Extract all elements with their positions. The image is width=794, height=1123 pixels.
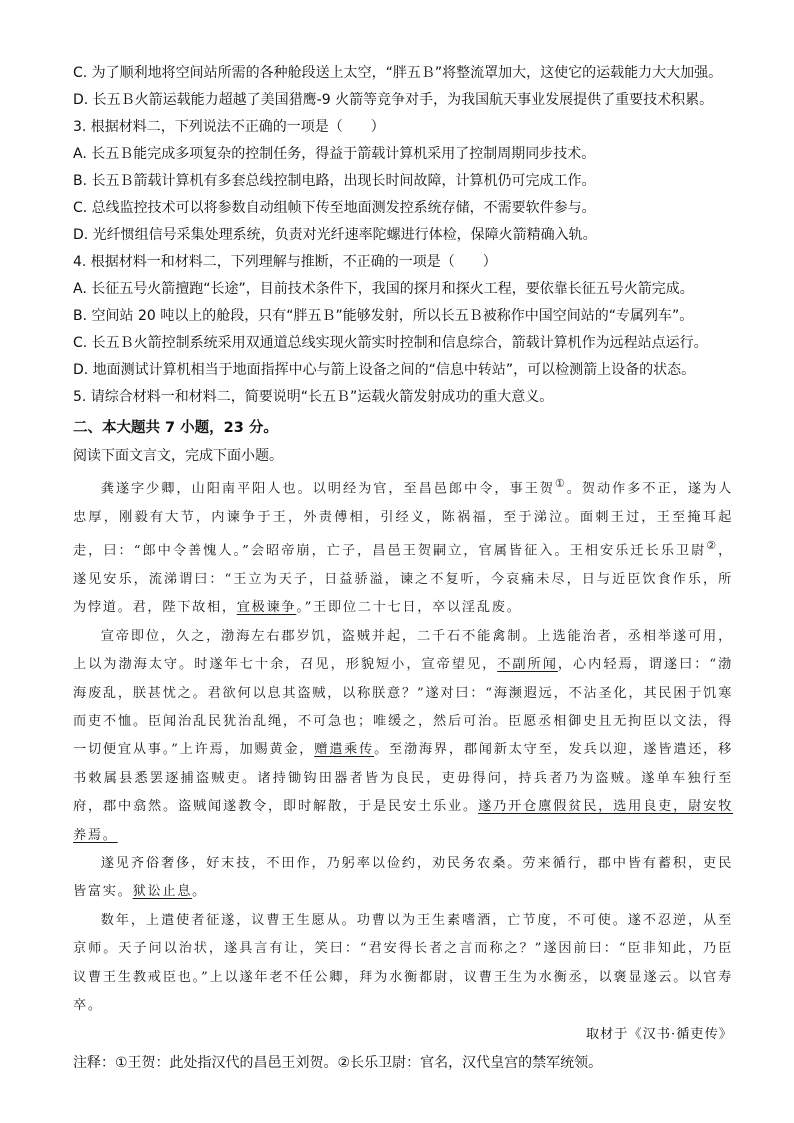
q4-option-b: B. 空间站 20 吨以上的舱段，只有“胖五Ｂ”能够发射，所以长五Ｂ被称作中国空间站的“专属列车”。: [73, 308, 694, 324]
q3-option-b: B. 长五Ｂ箭载计算机有多套总线控制电路，出现长时间故障，计算机仍可完成工作。: [73, 173, 596, 189]
section-heading: 二、本大题共 7 小题，23 分。: [73, 420, 278, 436]
passage-paragraph-2: 宣帝即位，久之，渤海左右郡岁饥，盗贼并起，二千石不能禽制。上选能治者，丞相举遂可用，上以为渤海太守。时遂年七十余，召见，形貌短小，宣帝望见，不副所闻，心内轻焉，谓遂曰：“渤海废乱，朕甚忧之。君欲何以息其盗贼，以称朕意？”遂对曰：“海濒遐远，不沾圣化，其民困于饥寒而吏不恤。臣闻治乱民犹治乱绳，不可急也；唯缓之，然后可治。臣愿丞相御史且无拘臣以文法，得一切便宜从事。”上许焉，加赐黄金，赠遣乘传。至渤海界，郡闻新太守至，发兵以迎，遂皆遣还，移书敕属县悉罢逐捕盗贼吏。诸持锄钩田器者皆为良民，吏毋得问，持兵者乃为盗贼。遂单车独行至府，郡中翕然。盗贼闻遂教令，即时解散，于是民安土乐业。遂乃开仓廪假贫民，选用良吏，尉安牧养焉。: [73, 628, 733, 843]
q3-stem: 3. 根据材料二，下列说法不正确的一项是（ ）: [73, 119, 385, 135]
underlined-phrase: 不副所闻: [497, 657, 558, 673]
q4-stem: 4. 根据材料一和材料二，下列理解与推断，不正确的一项是（ ）: [73, 254, 497, 270]
q4-option-a: A. 长征五号火箭擅跑“长途”，目前技术条件下，我国的探月和探火工程，要依靠长征五号火箭完成。: [73, 281, 694, 297]
passage-paragraph-4: 数年，上遣使者征遂，议曹王生愿从。功曹以为王生素嗜酒，亡节度，不可使。遂不忍逆，从至京师。天子问以治状，遂具言有让，笑曰：“君安得长者之言而称之？”遂因前曰：“臣非知此，乃臣议曹王生教戒臣也。”上以遂年老不任公卿，拜为水衡都尉，议曹王生为水衡丞，以褒显遂云。以官寿卒。: [73, 912, 733, 1014]
footnote-marker-1: ①: [554, 477, 567, 490]
footnote-marker-2: ②: [706, 539, 719, 553]
classical-passage: [73, 470, 733, 1021]
document-page: [73, 60, 733, 1077]
underlined-sentence: 遂乃开仓廪假贫民，选用良吏，尉安牧养焉。: [73, 799, 733, 843]
q2-option-d: D. 长五Ｂ火箭运载能力超越了美国猎鹰-9 火箭等竞争对手，为我国航天事业发展提供了重要技术积累。: [73, 92, 714, 108]
reading-instruction: 阅读下面文言文，完成下面小题。: [73, 448, 283, 464]
footnotes: 注释：①王贺：此处指汉代的昌邑王刘贺。②长乐卫尉：官名，汉代皇宫的禁军统领。: [73, 1054, 603, 1071]
q4-option-c: C. 长五Ｂ火箭控制系统采用双通道总线实现火箭实时控制和信息综合，箭载计算机作为远程站点运行。: [73, 335, 708, 351]
q2-option-c: C. 为了顺利地将空间站所需的各种舱段送上太空，“胖五Ｂ”将整流罩加大，这使它的运载能力大大加强。: [73, 65, 723, 81]
q3-option-a: A. 长五Ｂ能完成多项复杂的控制任务，得益于箭载计算机采用了控制周期同步技术。: [73, 146, 596, 162]
passage-paragraph-3: 遂见齐俗奢侈，好末技，不田作，乃躬率以俭约，劝民务农桑。劳来循行，郡中皆有蓄积，吏民皆富实。狱讼止息。: [73, 856, 733, 900]
passage-source: 取材于《汉书·循吏传》: [585, 1026, 733, 1042]
underlined-phrase: 狱讼止息: [132, 884, 193, 900]
q5-stem: 5. 请综合材料一和材料二，简要说明“长五Ｂ”运载火箭发射成功的重大意义。: [73, 389, 554, 405]
q3-option-c: C. 总线监控技术可以将参数自动组帧下传至地面测发控系统存储，不需要软件参与。: [73, 200, 596, 216]
q4-option-d: D. 地面测试计算机相当于地面指挥中心与箭上设备之间的“信息中转站”，可以检测箭上设备的状态。: [73, 362, 696, 378]
passage-paragraph-1: 龚遂字少卿，山阳南平阳人也。以明经为官，至昌邑郎中令，事王贺①。贺动作多不正，遂为人忠厚，刚毅有大节，内谏争于王，外责傅相，引经义，陈祸福，至于涕泣。面刺王过，王至掩耳起走，曰：“郎中令善愧人。”会昭帝崩，亡子，昌邑王贺嗣立，官属皆征入。王相安乐迁长乐卫尉②，遂见安乐，流涕谓曰：“王立为天子，日益骄溢，谏之不复听，今哀痛未尽，日与近臣饮食作乐，所为悖道。君，陛下故相，宜极谏争。”王即位二十七日，卒以淫乱废。: [73, 477, 734, 616]
underlined-phrase: 赠遣乘传: [314, 742, 375, 758]
q3-option-d: D. 光纤惯组信号采集处理系统，负责对光纤速率陀螺进行体检，保障火箭精确入轨。: [73, 227, 597, 243]
underlined-phrase: 宜极谏争: [236, 600, 297, 616]
